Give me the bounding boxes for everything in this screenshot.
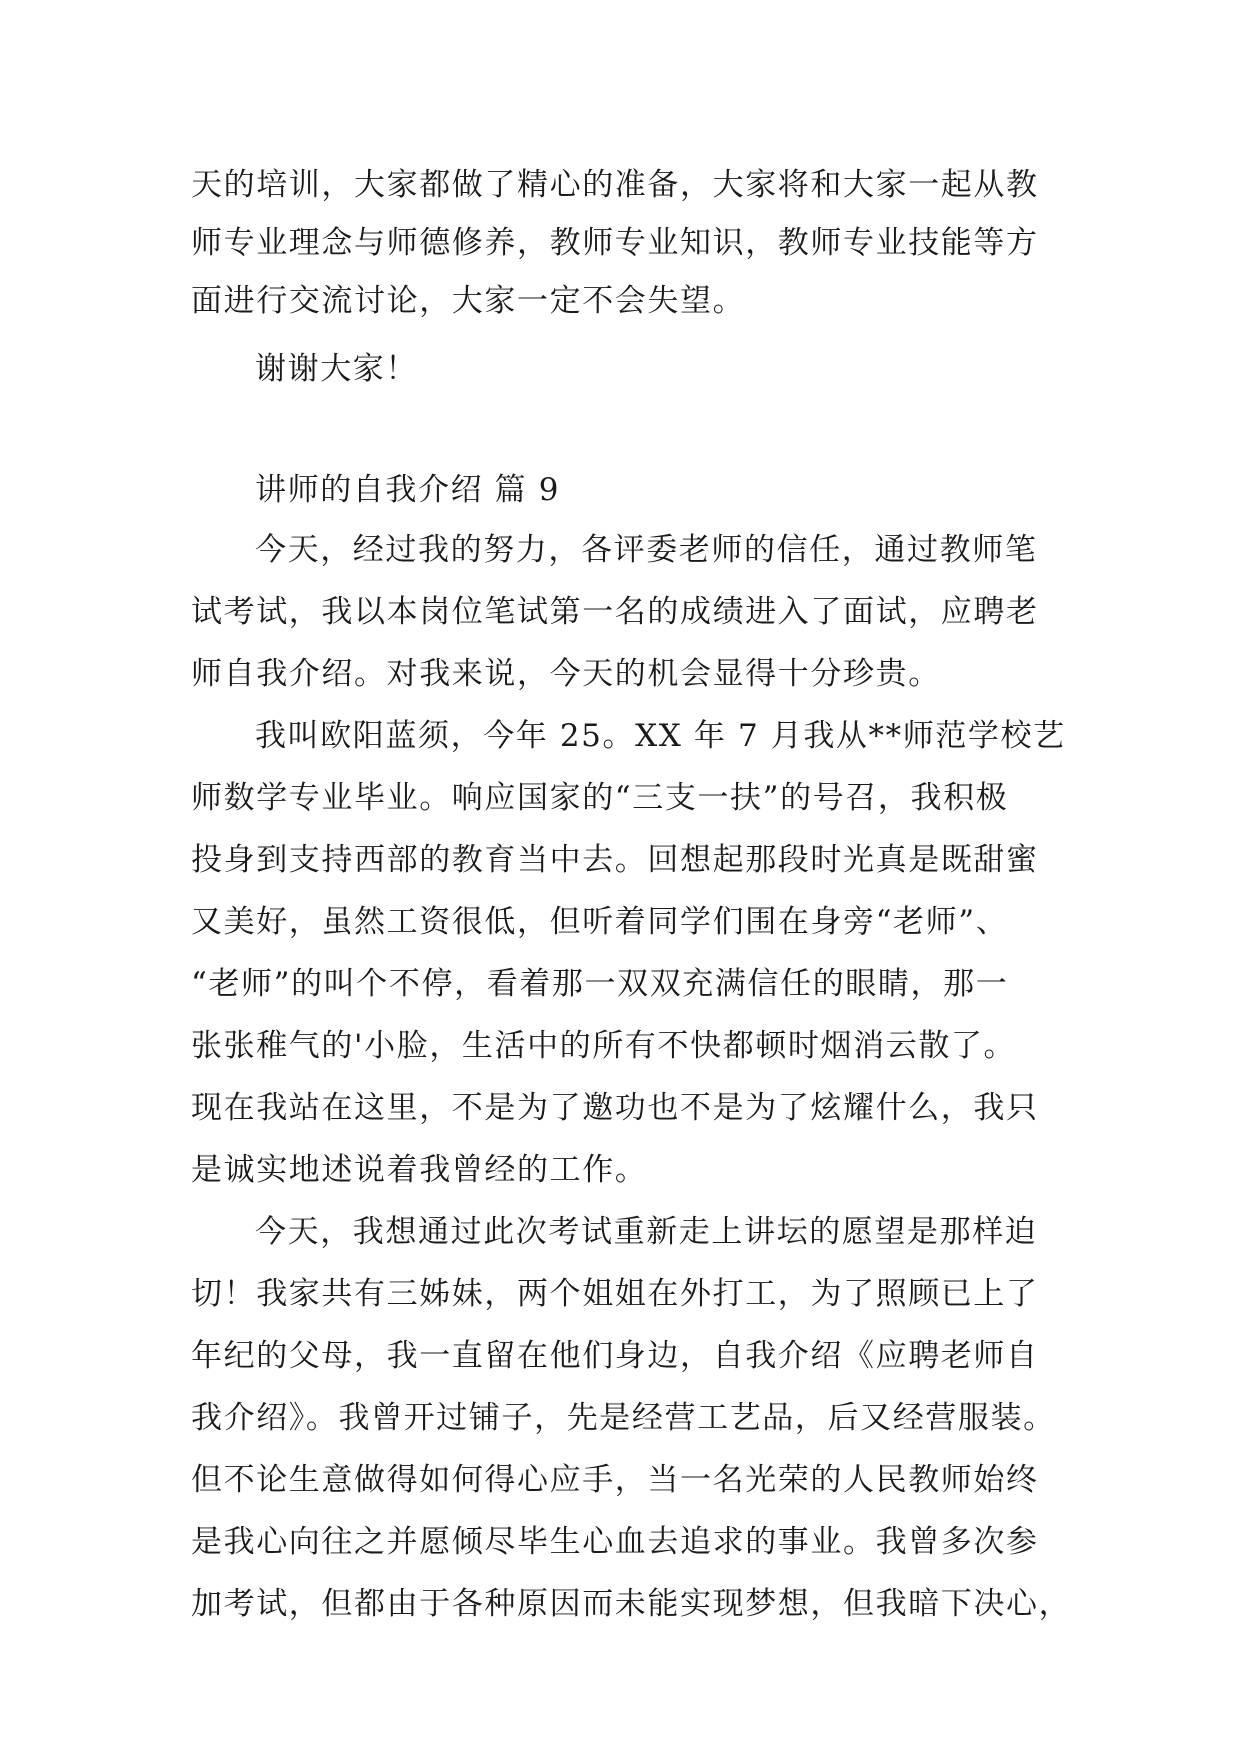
paragraph-line: 张张稚气的'小脸，生活中的所有不快都顿时烟消云散了。 — [191, 1028, 1017, 1064]
paragraph-line: 投身到支持西部的教育当中去。回想起那段时光真是既甜蜜 — [191, 842, 1039, 878]
paragraph-line: 天的培训，大家都做了精心的准备，大家将和大家一起从教 — [191, 167, 1039, 203]
paragraph-line: 又美好，虽然工资很低，但听着同学们围在身旁“老师”、 — [191, 904, 1009, 940]
paragraph-line: 我介绍》。我曾开过铺子，先是经营工艺品，后又经营服装。 — [191, 1400, 1056, 1436]
paragraph-line: 师专业理念与师德修养，教师专业知识，教师专业技能等方 — [191, 225, 1039, 261]
section-title: 讲师的自我介绍 篇 9 — [255, 472, 561, 508]
paragraph-line: 但不论生意做得如何得心应手，当一名光荣的人民教师始终 — [191, 1462, 1039, 1498]
closing-line: 谢谢大家！ — [255, 351, 418, 387]
paragraph-line: 师自我介绍。对我来说，今天的机会显得十分珍贵。 — [191, 656, 941, 692]
paragraph-line: 今天，我想通过此次考试重新走上讲坛的愿望是那样迫 — [255, 1214, 1038, 1250]
paragraph-line: 今天，经过我的努力，各评委老师的信任，通过教师笔 — [255, 532, 1038, 568]
paragraph-line: 是诚实地述说着我曾经的工作。 — [191, 1152, 648, 1188]
paragraph-line: 年纪的父母，我一直留在他们身边，自我介绍《应聘老师自 — [191, 1338, 1039, 1374]
paragraph-line: 师数学专业毕业。响应国家的“三支一扶”的号召，我积极 — [191, 780, 1009, 816]
paragraph-line: 是我心向往之并愿倾尽毕生心血去追求的事业。我曾多次参 — [191, 1524, 1039, 1560]
paragraph-line: 面进行交流讨论，大家一定不会失望。 — [191, 283, 746, 319]
paragraph-line: 加考试，但都由于各种原因而未能实现梦想，但我暗下决心， — [191, 1586, 1072, 1622]
paragraph-line: 我叫欧阳蓝须，今年 25。XX 年 7 月我从**师范学校艺 — [255, 718, 1066, 754]
paragraph-line: 切！我家共有三姊妹，两个姐姐在外打工，为了照顾已上了 — [191, 1276, 1039, 1312]
paragraph-line: 试考试，我以本岗位笔试第一名的成绩进入了面试，应聘老 — [191, 594, 1039, 630]
paragraph-line: 现在我站在这里，不是为了邀功也不是为了炫耀什么，我只 — [191, 1090, 1039, 1126]
paragraph-line: “老师”的叫个不停，看着那一双双充满信任的眼睛，那一 — [191, 966, 1009, 1002]
